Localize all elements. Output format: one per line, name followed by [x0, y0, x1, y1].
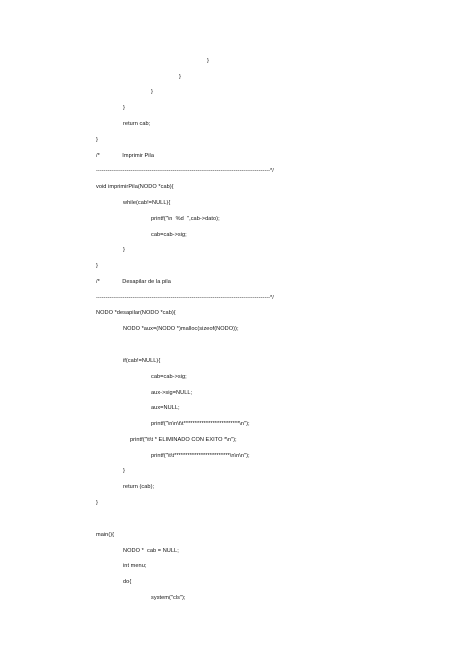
- code-line: return cab;: [123, 121, 151, 127]
- code-comment: /* Imprimir Pila: [96, 153, 155, 159]
- code-line: int menu;: [123, 563, 147, 569]
- code-line: return (cab);: [123, 484, 155, 490]
- comment-divider: -------------------------------------------------------------------------------------------*/: [96, 168, 274, 174]
- code-line: main(){: [96, 532, 115, 538]
- code-line: printf("\n %d ",cab->dato);: [151, 216, 220, 222]
- code-line: cab=cab->sig;: [151, 374, 187, 380]
- code-line: system("cls");: [151, 595, 186, 601]
- code-line: aux=NULL;: [151, 405, 180, 411]
- code-line: aux->sig=NULL;: [151, 390, 193, 396]
- code-line: printf("\t\t * ELIMINADO CON EXITO *\n");: [130, 437, 237, 443]
- code-line: }: [96, 500, 98, 506]
- code-line: }: [123, 468, 125, 474]
- code-line: }: [151, 89, 153, 95]
- code-line: }: [123, 105, 125, 111]
- code-comment: /* Desapilar de la pila: [96, 279, 171, 285]
- code-line: printf("\n\n\t\t*************************\n");: [151, 421, 250, 427]
- comment-divider: -------------------------------------------------------------------------------------------*/: [96, 295, 274, 301]
- code-line: }: [96, 263, 98, 269]
- code-line: while(cab!=NULL){: [123, 200, 171, 206]
- code-line: NODO *desapilar(NODO *cab){: [96, 310, 176, 316]
- code-line: NODO *aux=(NODO *)malloc(sizeof(NODO));: [123, 326, 239, 332]
- code-line: printf("\t\t*************************\n\n\n");: [151, 453, 250, 459]
- code-line: do{: [123, 579, 132, 585]
- code-line: if(cab!=NULL){: [123, 358, 161, 364]
- code-line: }: [179, 74, 181, 80]
- code-line: NODO * cab = NULL;: [123, 548, 179, 554]
- code-line: }: [123, 247, 125, 253]
- code-line: }: [207, 58, 209, 64]
- code-line: void imprimirPila(NODO *cab){: [96, 184, 174, 190]
- code-line: cab=cab->sig;: [151, 232, 187, 238]
- code-line: }: [96, 137, 98, 143]
